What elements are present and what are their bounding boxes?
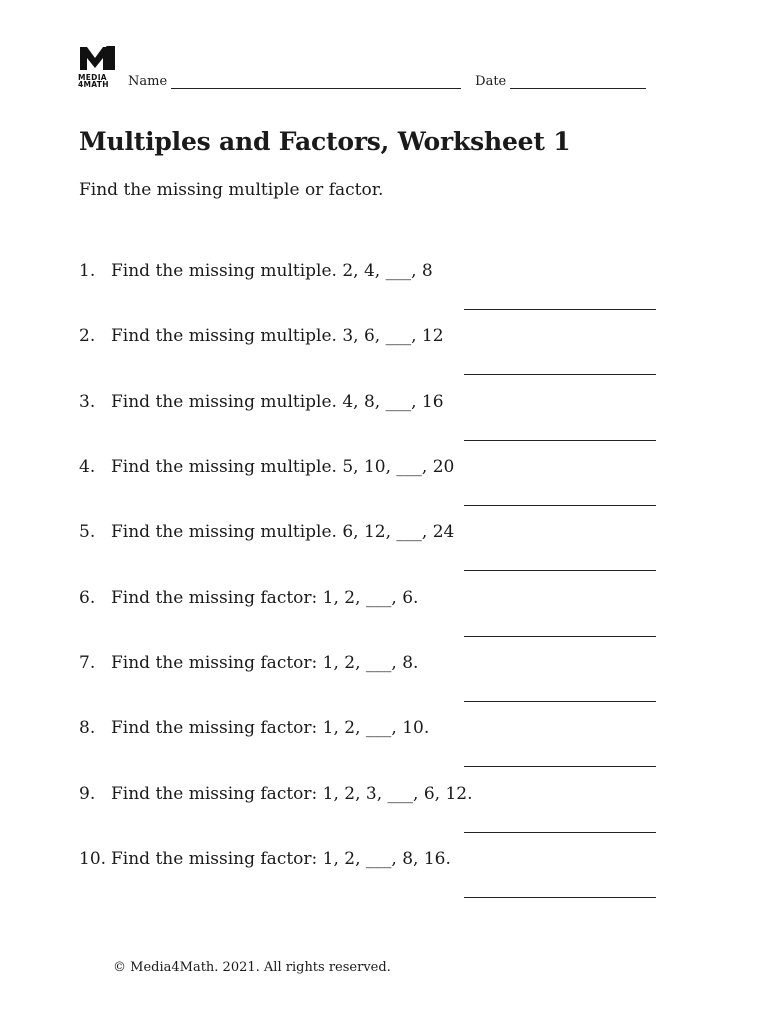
problem-4 [79, 457, 454, 477]
problem-text: Find the missing multiple. 4, 8, ___, 16 [111, 392, 444, 412]
problem-text: Find the missing multiple. 6, 12, ___, 24 [111, 522, 455, 542]
answer-line-5[interactable] [464, 570, 656, 571]
instructions: Find the missing multiple or factor. [79, 180, 384, 200]
problem-number: 1. [79, 261, 96, 281]
answer-line-3[interactable] [464, 440, 656, 441]
page-title: Multiples and Factors, Worksheet 1 [79, 127, 571, 156]
problem-number: 7. [79, 653, 96, 673]
problem-text: Find the missing factor: 1, 2, ___, 10. [111, 718, 430, 738]
problem-text: Find the missing factor: 1, 2, 3, ___, 6, 12. [111, 784, 473, 804]
problem-9 [79, 784, 473, 804]
name-label: Name [128, 74, 168, 89]
problem-7 [79, 653, 418, 673]
name-field[interactable] [171, 74, 461, 89]
problem-2 [79, 326, 444, 346]
problem-text: Find the missing multiple. 2, 4, ___, 8 [111, 261, 433, 281]
answer-line-1[interactable] [464, 309, 656, 310]
problem-number: 3. [79, 392, 96, 412]
problem-8 [79, 718, 429, 738]
problem-text: Find the missing factor: 1, 2, ___, 8, 16. [111, 849, 451, 869]
answer-line-6[interactable] [464, 636, 656, 637]
problem-10 [79, 849, 451, 869]
problem-6 [79, 588, 418, 608]
problem-number: 2. [79, 326, 96, 346]
m4-logo-icon [78, 44, 118, 72]
problem-5 [79, 522, 454, 542]
problem-number: 8. [79, 718, 96, 738]
answer-line-4[interactable] [464, 505, 656, 506]
problem-text: Find the missing factor: 1, 2, ___, 6. [111, 588, 419, 608]
date-label: Date [475, 74, 507, 89]
answer-line-10[interactable] [464, 897, 656, 898]
answer-line-9[interactable] [464, 832, 656, 833]
answer-line-2[interactable] [464, 374, 656, 375]
problem-text: Find the missing multiple. 5, 10, ___, 20 [111, 457, 455, 477]
problem-text: Find the missing multiple. 3, 6, ___, 12 [111, 326, 444, 346]
answer-line-8[interactable] [464, 766, 656, 767]
logo-text [78, 74, 118, 88]
problem-number: 4. [79, 457, 96, 477]
problem-1 [79, 261, 433, 281]
answer-line-7[interactable] [464, 701, 656, 702]
media4math-logo [78, 44, 118, 88]
logo-text-line2: 4MATH [78, 80, 109, 89]
copyright-footer: © Media4Math. 2021. All rights reserved. [113, 960, 391, 975]
problem-number: 9. [79, 784, 96, 804]
problem-text: Find the missing factor: 1, 2, ___, 8. [111, 653, 419, 673]
problem-number: 5. [79, 522, 96, 542]
problem-3 [79, 392, 444, 412]
problem-number: 10. [79, 849, 107, 869]
header-fields [128, 74, 646, 89]
problem-number: 6. [79, 588, 96, 608]
logo-text-line1: MEDIA [78, 73, 107, 82]
date-field[interactable] [510, 74, 646, 89]
